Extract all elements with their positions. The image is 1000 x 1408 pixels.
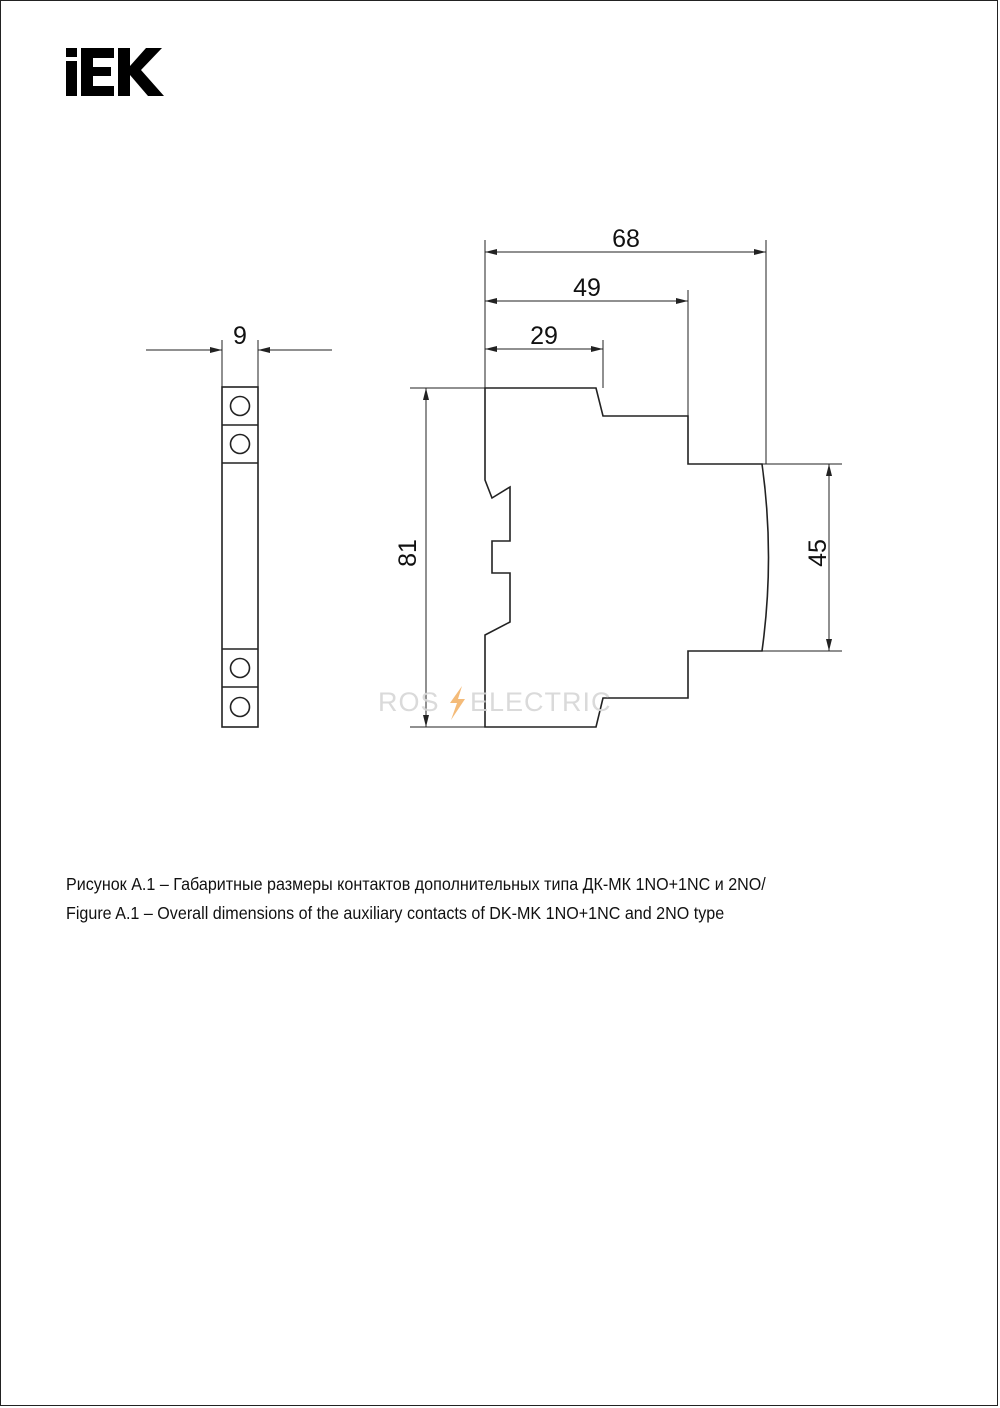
caption-line-ru: Рисунок А.1 – Габаритные размеры контактов дополнительных типа ДК-МК 1NO+1NC и 2NO/	[66, 874, 766, 894]
front-profile	[485, 388, 769, 727]
dim-29-label: 29	[530, 322, 558, 350]
watermark-left: ROS	[378, 687, 440, 717]
dim-9-label: 9	[233, 322, 247, 350]
side-view-body	[222, 387, 258, 727]
terminal-screw-1	[231, 397, 250, 416]
side-view	[146, 340, 332, 727]
dim-49-label: 49	[573, 274, 601, 302]
lightning-bolt-icon	[450, 686, 465, 720]
dim-68-label: 68	[612, 225, 640, 253]
caption-line-en: Figure A.1 – Overall dimensions of the auxiliary contacts of DK-MK 1NO+1NC and 2NO type	[66, 903, 725, 923]
dim-81-label: 81	[394, 539, 422, 567]
terminal-screw-2	[231, 435, 250, 454]
figure-caption	[66, 870, 876, 928]
watermark-right: ELECTRIC	[470, 687, 612, 717]
watermark	[378, 686, 612, 720]
terminal-screw-3	[231, 659, 250, 678]
profile-outline	[485, 388, 769, 727]
terminal-screw-4	[231, 698, 250, 717]
dim-45-label: 45	[804, 539, 832, 567]
